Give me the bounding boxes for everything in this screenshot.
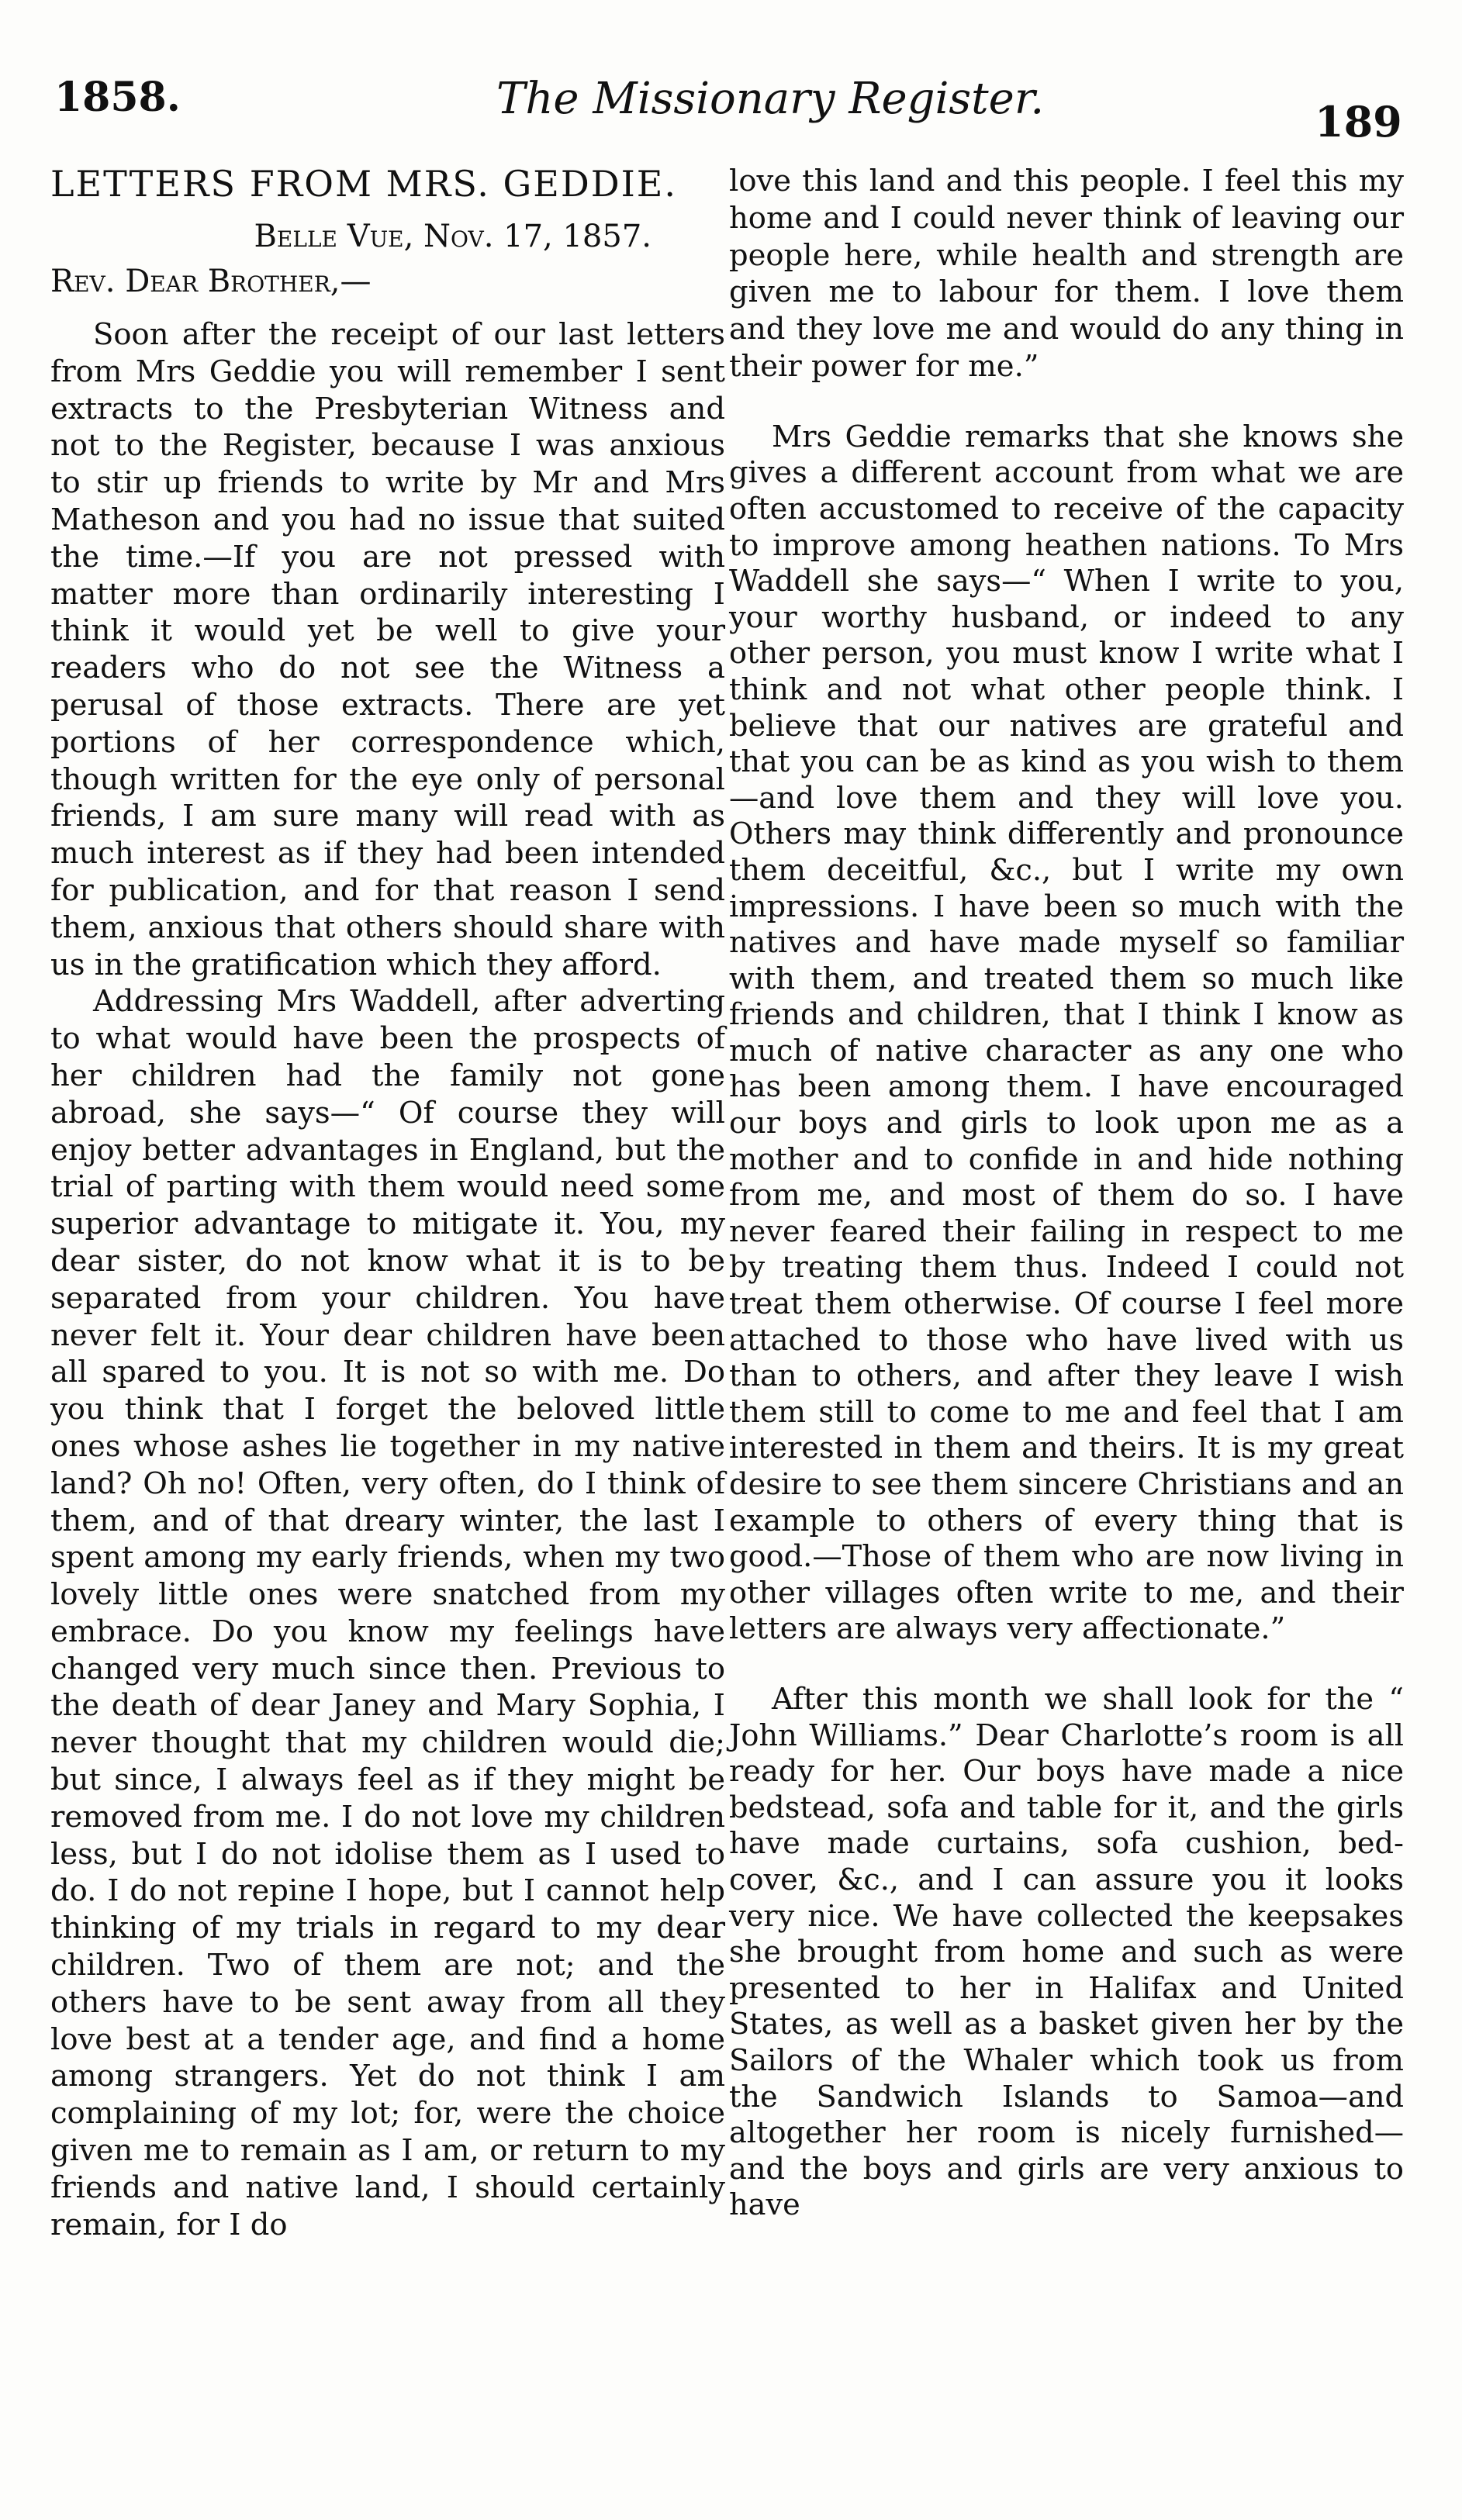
dateline: Belle Vue, Nov. 17, 1857. <box>254 219 652 254</box>
paragraph-2-part-2: love this land and this people. I feel this my home and I could never think of leaving our people here, while health and strength are given me to labour for them. I love them and they love me and would do any thing in their power for me.” <box>729 164 1404 384</box>
running-head-title: The Missionary Register. <box>496 74 1045 124</box>
paragraph-1: Soon after the receipt of our last letters from Mrs Geddie you will remember I sent extracts to the Presbyterian Witness and not to the Register, because I was anxious to stir up friends to write by Mr and Mrs Matheson and you had no issue that suited the time.—If you are not pressed with matter more than ordinarily interesting I think it would yet be well to give your readers who do not see the Witness a perusal of those extracts. There are yet portions of her correspondence which, though written for the eye only of personal friends, I am sure many will read with as much interest as if they had been intended for publication, and for that reason I send them, anxious that others should share with us in the gratification which they afford. <box>50 317 725 982</box>
page-number: 189 <box>1315 97 1402 147</box>
paragraph-3: Mrs Geddie remarks that she knows she gives a different account from what we are often accustomed to receive of the capacity to improve among heathen nations. To Mrs Waddell she says—“ When I write to you, your worthy husband, or indeed to any other person, you must know I write what I think and not what other people think. I believe that our natives are grateful and that you can be as kind as you wish to them—and love them and they will love you. Others may think differently and pronounce them deceitful, &c., but I write my own impressions. I have been so much with the natives and have made myself so familiar with them, and treated them so much like friends and children, that I think I know as much of native character as any one who has been among them. I have encouraged our boys and girls to look upon me as a mother and to confide in and hide nothing from me, and most of them do so. I have never feared their failing in respect to me by treating them thus. Indeed I could not treat them otherwise. Of course I feel more attached to those who have lived with us than to others, and after they leave I wish them still to come to me and feel that I am interested in them and theirs. It is my great desire to see them sincere Christians and an example to others of every thing that is good.—Those of them who are now living in other villages often write to me, and their letters are always very affectionate.” <box>729 419 1404 1647</box>
paragraph-2-part-1: Addressing Mrs Waddell, after adverting to what would have been the prospects of her children had the family not gone abroad, she says—“ Of course they will enjoy better advantages in England, but the trial of parting with them would need some superior advantage to mitigate it. You, my dear sister, do not know what it is to be separated from your children. You have never felt it. Your dear children have been all spared to you. It is not so with me. Do you think that I forget the beloved little ones whose ashes lie together in my native land? Oh no! Often, very often, do I think of them, and of that dreary winter, the last I spent among my early friends, when my two lovely little ones were snatched from my embrace. Do you know my feelings have changed very much since then. Previous to the death of dear Janey and Mary Sophia, I never thought that my children would die; but since, I always feel as if they might be removed from me. I do not love my children less, but I do not idolise them as I used to do. I do not repine I hope, but I cannot help thinking of my trials in regard to my dear children. Two of them are not; and the others have to be sent away from all they love best at a tender age, and find a home among strangers. Yet do not think I am complaining of my lot; for, were the choice given me to remain as I am, or return to my friends and native land, I should certainly remain, for I do <box>50 984 725 2242</box>
right-column <box>729 163 1404 2224</box>
paragraph-4: After this month we shall look for the “ John Williams.” Dear Charlotte’s room is all ready for her. Our boys have made a nice bedstead, sofa and table for it, and the girls have made curtains, sofa cushion, bed-cover, &c., and I can assure you it looks very nice. We have collected the keepsakes she brought from home and such as were presented to her in Halifax and United States, as well as a basket given her by the Sailors of the Whaler which took us from the Sandwich Islands to Samoa—and altogether her room is nicely furnished—and the boys and girls are very anxious to have <box>729 1681 1404 2223</box>
running-head-year: 1858. <box>54 74 181 121</box>
salutation: Rev. Dear Brother,— <box>50 264 372 299</box>
left-column <box>50 163 725 2243</box>
article-heading: LETTERS FROM MRS. GEDDIE. <box>50 163 677 205</box>
